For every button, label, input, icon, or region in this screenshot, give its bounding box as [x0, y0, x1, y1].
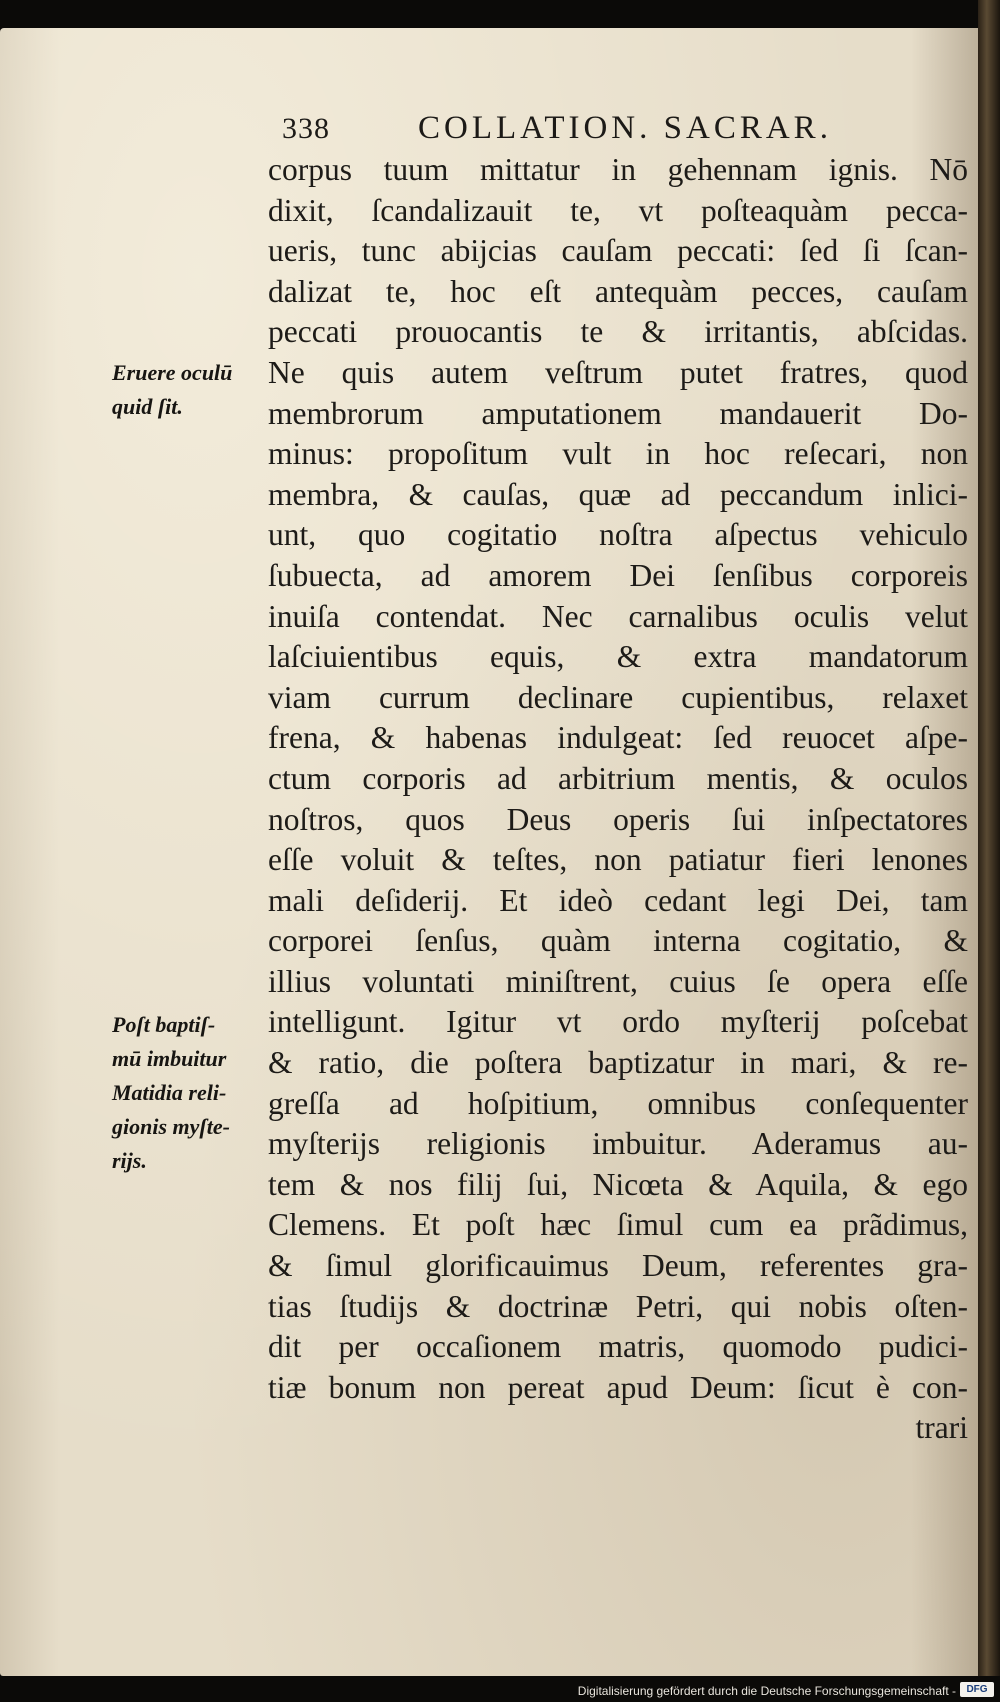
text-line: membra, & cauſas, quæ ad peccandum inlici-	[268, 476, 968, 512]
digitization-credit: Digitalisierung gefördert durch die Deutsche Forschungsgemeinschaft -	[577, 1684, 956, 1698]
text-line: ctum corporis ad arbitrium mentis, & oculos	[268, 760, 968, 796]
running-head: COLLATION. SACRAR.	[418, 110, 832, 146]
text-line: noſtros, quos Deus operis ſui inſpectatores	[268, 801, 968, 837]
text-line: viam currum declinare cupientibus, relaxet	[268, 679, 968, 715]
book-spine-edge	[978, 0, 1000, 1702]
text-line: ueris, tunc abijcias cauſam peccati: ſed ſi ſcan-	[268, 233, 968, 269]
margin-note-line: quid ſit.	[112, 394, 183, 419]
text-line: eſſe voluit & teſtes, non patiatur fieri lenones	[268, 842, 968, 878]
margin-note-line: Poſt baptiſ-	[112, 1012, 216, 1037]
margin-note-line: gionis myſte-	[112, 1114, 230, 1139]
body-text	[268, 150, 968, 1449]
text-line: illius voluntati miniſtrent, cuius ſe opera eſſe	[268, 963, 968, 999]
text-line: & ratio, die poſtera baptizatur in mari, & re-	[268, 1045, 968, 1081]
text-line: dalizat te, hoc eſt antequàm pecces, cauſam	[268, 273, 968, 309]
text-line: inuiſa contendat. Nec carnalibus oculis velut	[268, 598, 968, 634]
margin-note-line: mū imbuitur	[112, 1046, 227, 1071]
text-line: intelligunt. Igitur vt ordo myſterij poſcebat	[268, 1004, 968, 1040]
text-line: dixit, ſcandalizauit te, vt poſteaquàm pecca-	[268, 192, 968, 228]
text-line: tiæ bonum non pereat apud Deum: ſicut è con-	[268, 1369, 968, 1405]
margin-note-eruere	[112, 356, 272, 424]
text-line: corporei ſenſus, quàm interna cogitatio, &	[268, 923, 968, 959]
text-line: & ſimul glorificauimus Deum, referentes gra-	[268, 1248, 968, 1284]
text-line: greſſa ad hoſpitium, omnibus conſequenter	[268, 1085, 968, 1121]
text-line: minus: propoſitum vult in hoc reſecari, non	[268, 436, 968, 472]
margin-note-line: Eruere oculū	[112, 360, 233, 385]
margin-note-baptism	[112, 1008, 272, 1178]
text-line: corpus tuum mittatur in gehennam ignis. Nō	[268, 152, 968, 187]
text-line: dit per occaſionem matris, quomodo pudici-	[268, 1329, 968, 1365]
text-line: Ne quis autem veſtrum putet fratres, quod	[268, 354, 968, 390]
text-line: trari	[915, 1410, 968, 1446]
footer-strip	[0, 1676, 1000, 1702]
margin-note-line: Matidia reli-	[112, 1080, 227, 1105]
text-line: myſterijs religionis imbuitur. Aderamus au-	[268, 1126, 968, 1162]
page-number: 338	[282, 112, 330, 145]
text-line: tias ſtudijs & doctrinæ Petri, qui nobis oſten-	[268, 1288, 968, 1324]
text-line: unt, quo cogitatio noſtra aſpectus vehiculo	[268, 517, 968, 553]
text-line: peccati prouocantis te & irritantis, abſcidas.	[268, 314, 968, 350]
text-line: ſubuecta, ad amorem Dei ſenſibus corporeis	[268, 557, 968, 593]
text-line: laſciuientibus equis, & extra mandatorum	[268, 639, 968, 675]
margin-note-line: rijs.	[112, 1148, 147, 1173]
text-line: tem & nos filij ſui, Nicœta & Aquila, & ego	[268, 1166, 968, 1202]
dfg-logo: DFG	[960, 1682, 994, 1697]
text-line: mali deſiderij. Et ideò cedant legi Dei, tam	[268, 882, 968, 918]
text-line: Clemens. Et poſt hæc ſimul cum ea prãdimus,	[268, 1207, 968, 1243]
text-line: frena, & habenas indulgeat: ſed reuocet aſpe-	[268, 720, 968, 756]
text-line: membrorum amputationem mandauerit Do-	[268, 395, 968, 431]
